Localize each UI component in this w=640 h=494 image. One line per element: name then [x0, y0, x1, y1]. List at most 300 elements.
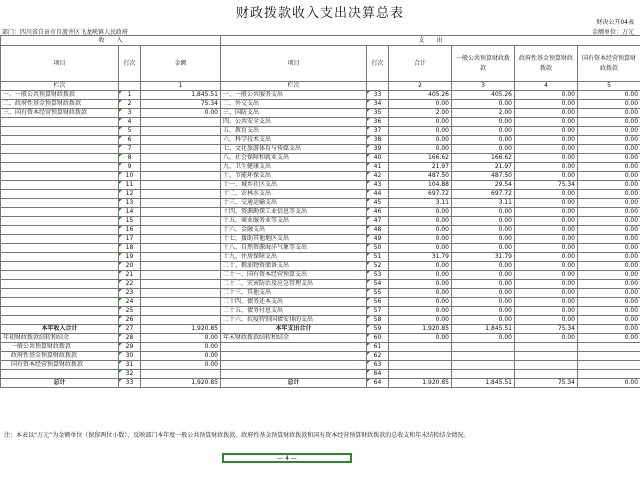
income-row-cell: 21 [119, 271, 141, 280]
income-row-cell: 6 [119, 136, 141, 145]
expense-item-cell: 本年支出合计 [221, 325, 367, 334]
general-budget-cell: 0.00 [452, 235, 515, 244]
general-budget-cell: 0.00 [452, 244, 515, 253]
income-item-cell: 政府性基金预算财政拨款 [1, 352, 119, 361]
expense-row-cell: 45 [367, 199, 389, 208]
general-budget-cell: 0.00 [452, 307, 515, 316]
general-budget-cell: 21.97 [452, 163, 515, 172]
state-capital-cell: 0.00 [578, 316, 640, 325]
expense-row-cell: 63 [367, 361, 389, 370]
state-capital-cell: 0.00 [578, 298, 640, 307]
income-amount-cell [141, 253, 221, 262]
table-row [1, 163, 640, 172]
gov-fund-cell: 75.34 [515, 181, 578, 190]
total-cell: 31.79 [389, 253, 452, 262]
income-row-cell: 31 [119, 361, 141, 370]
total-cell: 0.00 [389, 226, 452, 235]
income-amount-cell: 0.00 [141, 361, 221, 370]
general-budget-cell: 2.00 [452, 109, 515, 118]
income-row-cell: 10 [119, 172, 141, 181]
gov-fund-cell [515, 352, 578, 361]
income-row-cell: 11 [119, 181, 141, 190]
table-row [1, 316, 640, 325]
income-item-cell [1, 181, 119, 190]
gov-fund-cell: 0.00 [515, 316, 578, 325]
total-cell: 405.26 [389, 91, 452, 100]
state-capital-cell: 0.00 [578, 253, 640, 262]
income-item-cell [1, 163, 119, 172]
gov-fund-cell: 0.00 [515, 145, 578, 154]
table-row [1, 127, 640, 136]
expense-row-cell: 38 [367, 136, 389, 145]
income-item-cell [1, 235, 119, 244]
income-row-cell: 3 [119, 109, 141, 118]
state-capital-cell: 0.00 [578, 334, 640, 343]
income-item-cell: 本年收入合计 [1, 325, 119, 334]
income-row-cell: 24 [119, 298, 141, 307]
income-row-cell: 8 [119, 154, 141, 163]
income-amount-cell [141, 298, 221, 307]
gov-fund-cell [515, 343, 578, 352]
table-row [1, 109, 640, 118]
expense-item-cell: 二十六、抗疫特别国债安排的支出 [221, 316, 367, 325]
income-row-cell: 4 [119, 118, 141, 127]
general-budget-cell: 0.00 [452, 217, 515, 226]
expense-row-cell: 40 [367, 154, 389, 163]
expense-row-cell: 52 [367, 262, 389, 271]
income-amount-cell [141, 136, 221, 145]
expense-row-cell: 34 [367, 100, 389, 109]
table-row [1, 100, 640, 109]
gov-fund-cell [515, 370, 578, 379]
expense-row-cell: 49 [367, 235, 389, 244]
gov-fund-cell: 0.00 [515, 172, 578, 181]
gov-fund-cell: 0.00 [515, 109, 578, 118]
income-item-cell [1, 298, 119, 307]
gov-fund-cell: 0.00 [515, 334, 578, 343]
income-amount-cell: 0.00 [141, 109, 221, 118]
table-row [1, 91, 640, 100]
expense-item-cell: 年末财政拨款结转和结余 [221, 334, 367, 343]
total-cell: 0.00 [389, 307, 452, 316]
expense-row-cell: 64 [367, 370, 389, 379]
income-amount-cell: 0.00 [141, 352, 221, 361]
general-budget-cell: 31.79 [452, 253, 515, 262]
total-cell: 21.97 [389, 163, 452, 172]
income-amount-cell [141, 280, 221, 289]
general-budget-cell: 0.00 [452, 289, 515, 298]
gov-fund-header: 政府性基金预算财政拨款 [515, 46, 578, 82]
income-row-cell: 25 [119, 307, 141, 316]
income-amount-cell [141, 154, 221, 163]
income-row-cell: 20 [119, 262, 141, 271]
expense-item-cell: 六、科学技术支出 [221, 136, 367, 145]
state-capital-cell: 0.00 [578, 379, 640, 388]
general-budget-cell: 0.00 [452, 127, 515, 136]
total-cell: 0.00 [389, 118, 452, 127]
gov-fund-cell: 0.00 [515, 217, 578, 226]
income-row-cell: 13 [119, 199, 141, 208]
income-row-cell: 17 [119, 235, 141, 244]
income-row-cell: 16 [119, 226, 141, 235]
state-capital-cell: 0.00 [578, 91, 640, 100]
expense-row-cell: 64 [367, 379, 389, 388]
total-cell [389, 352, 452, 361]
expense-row-cell: 39 [367, 145, 389, 154]
expense-item-cell: 三、国防支出 [221, 109, 367, 118]
state-capital-cell: 0.00 [578, 235, 640, 244]
general-budget-cell: 697.72 [452, 190, 515, 199]
general-budget-cell: 405.26 [452, 91, 515, 100]
expense-item-cell [221, 370, 367, 379]
state-capital-cell: 0.00 [578, 145, 640, 154]
expense-row-cell: 53 [367, 271, 389, 280]
gov-fund-cell: 0.00 [515, 91, 578, 100]
state-capital-cell: 0.00 [578, 100, 640, 109]
income-row-cell: 32 [119, 370, 141, 379]
table-row [1, 298, 640, 307]
expense-item-cell: 十九、住房保障支出 [221, 253, 367, 262]
general-budget-cell: 0.00 [452, 271, 515, 280]
state-capital-cell [578, 343, 640, 352]
income-item-cell: 二、政府性基金预算财政拨款 [1, 100, 119, 109]
expense-item-cell: 九、卫生健康支出 [221, 163, 367, 172]
expense-item-cell: 十六、金融支出 [221, 226, 367, 235]
income-item-header: 项目 [1, 46, 119, 82]
income-amount-cell: 1,845.51 [141, 91, 221, 100]
table-row [1, 271, 640, 280]
department-label: 部门：四川省自贡市自流井区飞龙峡镇人民政府 [2, 29, 129, 36]
expense-item-cell: 五、教育支出 [221, 127, 367, 136]
state-capital-cell [578, 361, 640, 370]
lan-label: 栏次 [1, 82, 119, 91]
income-row-cell: 30 [119, 352, 141, 361]
expense-item-cell: 二十一、国有资本经营预算支出 [221, 271, 367, 280]
expense-row-cell: 61 [367, 343, 389, 352]
income-amount-cell [141, 370, 221, 379]
gov-fund-cell: 0.00 [515, 280, 578, 289]
income-amount-cell [141, 199, 221, 208]
table-row [1, 289, 640, 298]
expense-header: 支 出 [221, 36, 640, 46]
table-row [1, 208, 640, 217]
income-amount-cell [141, 262, 221, 271]
income-amount-cell [141, 190, 221, 199]
total-cell: 1,920.85 [389, 379, 452, 388]
gov-fund-cell: 0.00 [515, 271, 578, 280]
income-item-cell: 三、国有资本经营预算财政拨款 [1, 109, 119, 118]
income-amount-cell [141, 307, 221, 316]
general-budget-cell: 0.00 [452, 226, 515, 235]
gov-fund-cell: 0.00 [515, 163, 578, 172]
table-row [1, 235, 640, 244]
expense-row-cell: 33 [367, 91, 389, 100]
total-cell: 104.88 [389, 181, 452, 190]
expense-item-header: 项目 [221, 46, 367, 82]
total-cell: 0.00 [389, 298, 452, 307]
general-budget-cell: 0.00 [452, 208, 515, 217]
page-title: 财政拨款收入支出决算总表 [235, 6, 404, 21]
income-item-cell [1, 226, 119, 235]
expense-item-cell [221, 343, 367, 352]
table-row [1, 226, 640, 235]
gov-fund-cell: 0.00 [515, 307, 578, 316]
state-capital-cell: 0.00 [578, 262, 640, 271]
expense-row-cell: 51 [367, 253, 389, 262]
total-cell [389, 370, 452, 379]
expense-row-cell: 54 [367, 280, 389, 289]
general-budget-cell: 487.50 [452, 172, 515, 181]
income-item-cell [1, 262, 119, 271]
expense-item-cell: 二十三、其他支出 [221, 289, 367, 298]
general-budget-cell [452, 343, 515, 352]
expense-item-cell: 二、外交支出 [221, 100, 367, 109]
form-number: 财决公开04表 [596, 19, 634, 26]
income-row-cell: 23 [119, 289, 141, 298]
expense-item-cell: 七、文化旅游体育与传媒支出 [221, 145, 367, 154]
table-row [1, 217, 640, 226]
income-row-cell: 7 [119, 145, 141, 154]
general-budget-cell: 3.11 [452, 199, 515, 208]
income-header: 收 入 [1, 36, 221, 46]
gov-fund-cell: 0.00 [515, 226, 578, 235]
table-row [1, 244, 640, 253]
table-row [1, 253, 640, 262]
income-amount-cell: 1,920.85 [141, 379, 221, 388]
income-amount-cell [141, 244, 221, 253]
gov-fund-cell: 0.00 [515, 253, 578, 262]
gov-fund-cell: 0.00 [515, 208, 578, 217]
expense-item-cell: 十八、自然资源海洋气象等支出 [221, 244, 367, 253]
income-item-cell [1, 289, 119, 298]
gov-fund-cell: 0.00 [515, 118, 578, 127]
income-item-cell [1, 127, 119, 136]
income-amount-cell [141, 208, 221, 217]
table-row [1, 343, 640, 352]
income-amount-cell [141, 118, 221, 127]
total-cell: 0.00 [389, 271, 452, 280]
income-amount-header: 金额 [141, 46, 221, 82]
general-budget-cell [452, 352, 515, 361]
total-cell: 0.00 [389, 289, 452, 298]
general-budget-cell: 0.00 [452, 145, 515, 154]
income-amount-cell [141, 163, 221, 172]
expense-row-cell: 37 [367, 127, 389, 136]
table-row [1, 379, 640, 388]
expense-row-cell: 47 [367, 217, 389, 226]
general-budget-cell: 166.62 [452, 154, 515, 163]
expense-item-cell: 八、社会保障和就业支出 [221, 154, 367, 163]
total-cell: 0.00 [389, 127, 452, 136]
table-row [1, 145, 640, 154]
general-budget-cell: 0.00 [452, 136, 515, 145]
state-capital-cell: 0.00 [578, 172, 640, 181]
table-row [1, 307, 640, 316]
income-amount-cell [141, 127, 221, 136]
general-budget-cell: 0.00 [452, 280, 515, 289]
total-cell: 0.00 [389, 217, 452, 226]
total-cell: 0.00 [389, 316, 452, 325]
gov-fund-cell [515, 361, 578, 370]
lan-blank-2 [367, 82, 389, 91]
total-cell: 0.00 [389, 145, 452, 154]
gov-fund-cell: 0.00 [515, 190, 578, 199]
general-budget-cell: 0.00 [452, 100, 515, 109]
income-item-cell [1, 280, 119, 289]
table-row [1, 352, 640, 361]
income-row-cell: 5 [119, 127, 141, 136]
state-capital-cell: 0.00 [578, 163, 640, 172]
income-row-header: 行次 [119, 46, 141, 82]
income-item-cell [1, 208, 119, 217]
income-amount-cell: 75.34 [141, 100, 221, 109]
expense-row-cell: 46 [367, 208, 389, 217]
state-capital-cell: 0.00 [578, 217, 640, 226]
state-capital-cell [578, 370, 640, 379]
income-row-cell: 14 [119, 208, 141, 217]
expense-row-cell: 50 [367, 244, 389, 253]
income-row-cell: 19 [119, 253, 141, 262]
general-budget-cell [452, 361, 515, 370]
lan-label-2: 栏次 [221, 82, 367, 91]
income-item-cell: 一、一般公共预算财政拨款 [1, 91, 119, 100]
gov-fund-cell: 0.00 [515, 154, 578, 163]
lan-4: 4 [515, 82, 578, 91]
total-cell: 0.00 [389, 244, 452, 253]
expense-item-cell: 十五、商业服务业等支出 [221, 217, 367, 226]
gov-fund-cell: 0.00 [515, 136, 578, 145]
lan-3: 3 [452, 82, 515, 91]
total-cell: 697.72 [389, 190, 452, 199]
expense-item-cell: 十、节能环保支出 [221, 172, 367, 181]
lan-2: 2 [389, 82, 452, 91]
table-row [1, 370, 640, 379]
expense-item-cell: 十三、交通运输支出 [221, 199, 367, 208]
total-cell: 1,920.85 [389, 325, 452, 334]
total-cell: 0.00 [389, 334, 452, 343]
table-row [1, 136, 640, 145]
expense-row-cell: 56 [367, 298, 389, 307]
total-cell [389, 361, 452, 370]
income-amount-cell [141, 181, 221, 190]
income-amount-cell: 0.00 [141, 343, 221, 352]
income-item-cell [1, 118, 119, 127]
general-budget-cell: 0.00 [452, 334, 515, 343]
income-row-cell: 26 [119, 316, 141, 325]
table-row [1, 361, 640, 370]
lan-1: 1 [141, 82, 221, 91]
expense-row-cell: 57 [367, 307, 389, 316]
general-budget-cell: 1,845.51 [452, 379, 515, 388]
income-item-cell [1, 172, 119, 181]
state-capital-cell: 0.00 [578, 307, 640, 316]
income-row-cell: 33 [119, 379, 141, 388]
total-cell: 0.00 [389, 136, 452, 145]
state-capital-cell: 0.00 [578, 325, 640, 334]
general-budget-cell: 29.54 [452, 181, 515, 190]
expense-item-cell: 十二、农林水支出 [221, 190, 367, 199]
income-item-cell [1, 217, 119, 226]
total-cell: 3.11 [389, 199, 452, 208]
expense-item-cell: 二十五、债务付息支出 [221, 307, 367, 316]
income-item-cell [1, 271, 119, 280]
expense-row-cell: 42 [367, 172, 389, 181]
income-row-cell: 22 [119, 280, 141, 289]
table-row [1, 262, 640, 271]
income-row-cell: 1 [119, 91, 141, 100]
total-cell: 0.00 [389, 208, 452, 217]
table-row [1, 199, 640, 208]
state-capital-cell: 0.00 [578, 181, 640, 190]
total-cell: 487.50 [389, 172, 452, 181]
income-item-cell: 国有资本经营预算财政拨款 [1, 361, 119, 370]
state-capital-cell: 0.00 [578, 127, 640, 136]
page-number[interactable]: — 4 — [222, 453, 352, 463]
income-amount-cell [141, 316, 221, 325]
table-row [1, 190, 640, 199]
expense-row-cell: 41 [367, 163, 389, 172]
income-item-cell [1, 307, 119, 316]
table-row [1, 172, 640, 181]
state-capital-cell: 0.00 [578, 154, 640, 163]
state-capital-cell: 0.00 [578, 226, 640, 235]
income-item-cell [1, 145, 119, 154]
gov-fund-cell: 0.00 [515, 235, 578, 244]
state-capital-cell: 0.00 [578, 244, 640, 253]
state-capital-cell: 0.00 [578, 208, 640, 217]
gov-fund-cell: 0.00 [515, 199, 578, 208]
expense-item-cell: 一、一般公共服务支出 [221, 91, 367, 100]
income-amount-cell [141, 271, 221, 280]
state-capital-cell: 0.00 [578, 136, 640, 145]
gov-fund-cell: 0.00 [515, 100, 578, 109]
total-cell [389, 343, 452, 352]
expense-item-cell: 十四、资源勘探工业信息等支出 [221, 208, 367, 217]
state-capital-cell: 0.00 [578, 271, 640, 280]
income-row-cell: 2 [119, 100, 141, 109]
income-row-cell: 27 [119, 325, 141, 334]
income-row-cell: 12 [119, 190, 141, 199]
income-row-cell: 29 [119, 343, 141, 352]
general-budget-cell: 0.00 [452, 298, 515, 307]
expense-row-cell: 55 [367, 289, 389, 298]
unit-label: 金额单位：万元 [591, 29, 634, 36]
income-row-cell: 18 [119, 244, 141, 253]
expense-item-cell: 二十、粮油物资储备支出 [221, 262, 367, 271]
expense-row-cell: 36 [367, 118, 389, 127]
income-item-cell [1, 370, 119, 379]
income-row-cell: 15 [119, 217, 141, 226]
income-item-cell [1, 190, 119, 199]
gov-fund-cell: 0.00 [515, 127, 578, 136]
income-amount-cell [141, 145, 221, 154]
expense-item-cell [221, 361, 367, 370]
table-row [1, 325, 640, 334]
income-amount-cell [141, 289, 221, 298]
expense-row-cell: 58 [367, 316, 389, 325]
lan-blank [119, 82, 141, 91]
gov-fund-cell: 75.34 [515, 325, 578, 334]
income-item-cell [1, 199, 119, 208]
table-row [1, 118, 640, 127]
table-row [1, 280, 640, 289]
general-budget-cell: 0.00 [452, 262, 515, 271]
general-budget-cell [452, 370, 515, 379]
expense-row-cell: 59 [367, 325, 389, 334]
income-row-cell: 9 [119, 163, 141, 172]
general-budget-cell: 0.00 [452, 316, 515, 325]
income-item-cell [1, 253, 119, 262]
